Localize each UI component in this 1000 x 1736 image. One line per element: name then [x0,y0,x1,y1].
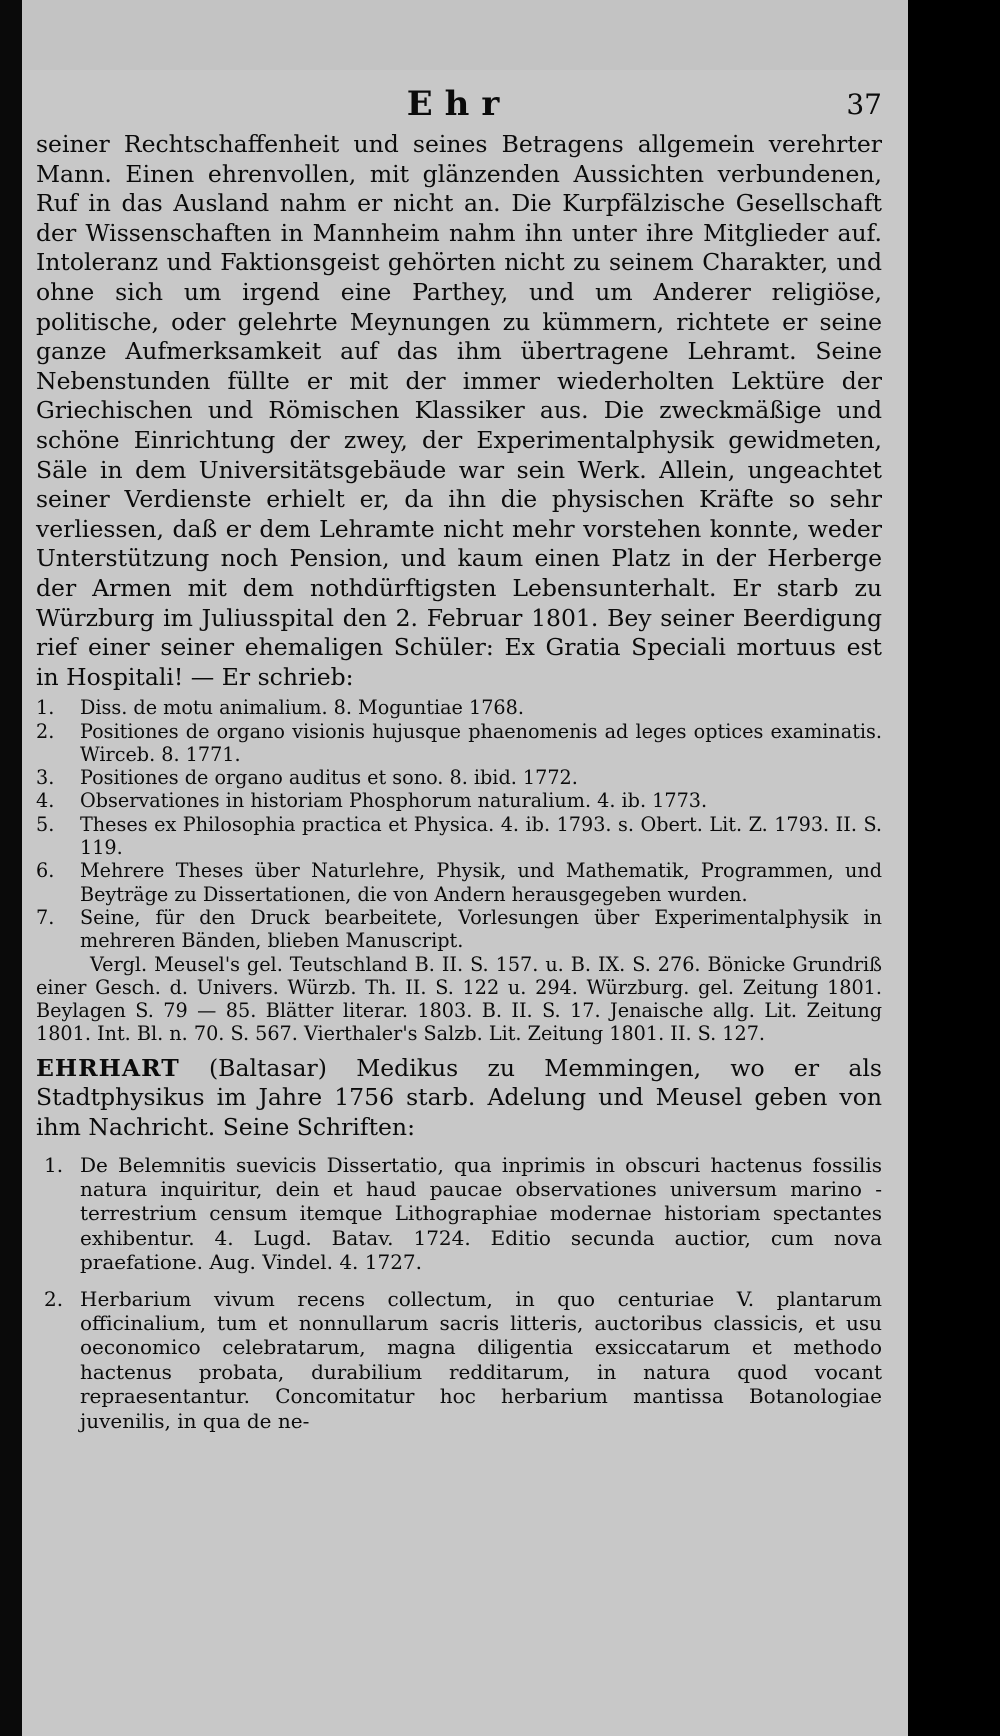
work-number: 4. [36,789,55,813]
work-text: Mehrere Theses über Naturlehre, Physik, und Mathematik, Programmen, und Beyträge zu Dissertationen, die von Andern herausgegeben wurden. [80,859,882,906]
entry-name: EHRHART [36,1053,180,1082]
work-item [36,720,882,767]
work-text: Observationes in historiam Phosphorum naturalium. 4. ib. 1773. [80,789,708,813]
page-content [36,84,882,1445]
references: Vergl. Meusel's gel. Teutschland B. II. S. 157. u. B. IX. S. 276. Bönicke Grundriß einer Gesch. d. Univers. Würzb. Th. II. S. 122 u. 294. Würzburg. gel. Zeitung 1801. Beylagen S. 79 — 85. Blätter literar. 1803. B. II. S. 17. Jenaische allg. Lit. Zeitung 1801. Int. Bl. n. 70. S. 567. Vierthaler's Salzb. Lit. Zeitung 1801. II. S. 127. [36,952,882,1046]
work-number: 7. [36,905,55,929]
work-text: Positiones de organo visionis hujusque phaenomenis ad leges optices examinatis. Wirceb. 8. 1771. [80,719,882,766]
work-item [36,1153,882,1275]
work-item [36,813,882,860]
work-text: De Belemnitis suevicis Dissertatio, qua inprimis in obscuri hactenus fossilis natura inquiritur, dein et haud paucae observationes universum marino - terrestrium censum itemque Lithographiae modernae historiam spectantes exhibentur. 4. Lugd. Batav. 1724. Editio secunda auctior, cum nova praefatione. Aug. Vindel. 4. 1727. [80,1152,882,1275]
work-item [36,1287,882,1433]
work-text: Diss. de motu animalium. 8. Moguntiae 1768. [80,696,524,720]
works-list-ehrhart [36,1153,882,1433]
running-title: Ehr [406,84,512,124]
entry-text: (Baltasar) Medikus zu Memmingen, wo er als Stadtphysikus im Jahre 1756 starb. Adelung und Meusel geben von ihm Nachricht. Seine Schriften: [36,1053,882,1141]
work-number: 5. [36,812,55,836]
work-text: Positiones de organo auditus et sono. 8. ibid. 1772. [80,766,578,790]
work-number: 1. [36,696,55,720]
work-item [36,766,882,789]
work-text: Theses ex Philosophia practica et Physica. 4. ib. 1793. s. Obert. Lit. Z. 1793. II. S. 119. [80,812,882,860]
entry-heading [36,1054,882,1143]
work-number: 2. [36,719,55,743]
work-item [36,696,882,719]
work-item [36,906,882,953]
work-number: 2. [44,1286,64,1311]
work-text: Herbarium vivum recens collectum, in quo centuriae V. plantarum officinalium, tum et nonnullarum sacris litteris, auctoribus classicis, et usu oeconomico celebratarum, magna diligentia exsiccatarum et methodo hactenus probata, durabilium redditarum, in natura quod vocant repraesentantur. Concomitatur hoc herbarium mantissa Botanologiae juvenilis, in qua de ne- [80,1286,882,1433]
page-left-edge [0,0,22,1736]
work-item [36,789,882,812]
work-number: 6. [36,859,55,883]
page-top-margin [0,0,1000,70]
body-paragraph: seiner Rechtschaffenheit und seines Betragens allgemein verehrter Mann. Einen ehrenvollen, mit glänzenden Aussichten verbundenen, Ruf in das Ausland nahm er nicht an. Die Kurpfälzische Gesellschaft der Wissenschaften in Mannheim nahm ihn unter ihre Mitglieder auf. Intoleranz und Faktionsgeist gehörten nicht zu seinem Charakter, und ohne sich um irgend eine Parthey, und um Anderer religiöse, politische, oder gelehrte Meynungen zu kümmern, richtete er seine ganze Aufmerksamkeit auf das ihm übertragene Lehramt. Seine Nebenstunden füllte er mit der immer wiederholten Lektüre der Griechischen und Römischen Klassiker aus. Die zweckmäßige und schöne Einrichtung der zwey, der Experimentalphysik gewidmeten, Säle in dem Universitätsgebäude war sein Werk. Allein, ungeachtet seiner Verdienste erhielt er, da ihn die physischen Kräfte so sehr verliessen, daß er dem Lehramte nicht mehr vorstehen konnte, weder Unterstützung noch Pension, und kaum einen Platz in der Herberge der Armen mit dem nothdürftigsten Lebensunterhalt. Er starb zu Würzburg im Juliusspital den 2. Februar 1801. Bey seiner Beerdigung rief einer seiner ehemaligen Schüler: Ex Gratia Speciali mortuus est in Hospitali! — Er schrieb: [36,130,882,691]
page-right-edge [908,0,1000,1736]
work-number: 1. [44,1152,64,1177]
page-number: 37 [846,88,882,121]
work-number: 3. [36,766,55,790]
page-header [36,84,882,130]
works-list-previous-entry [36,696,882,952]
work-text: Seine, für den Druck bearbeitete, Vorlesungen über Experimentalphysik in mehreren Bänden, blieben Manuscript. [80,905,882,953]
work-item [36,859,882,906]
